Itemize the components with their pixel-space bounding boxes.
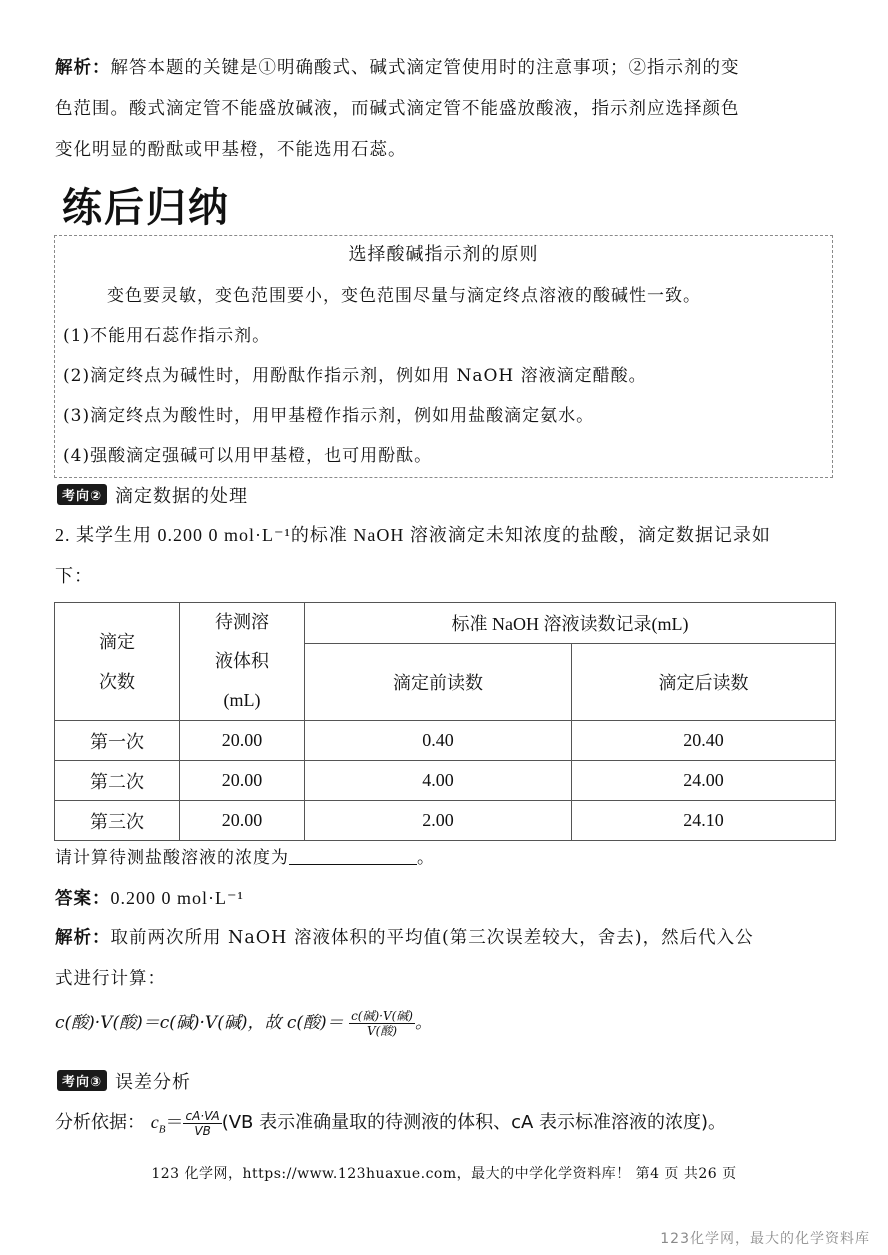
ask-line bbox=[55, 838, 845, 879]
answer-value: 0.200 0 mol·L⁻¹ bbox=[110, 888, 244, 908]
header-volume bbox=[180, 603, 305, 721]
basis-denominator: VB bbox=[194, 1123, 211, 1138]
header-before: 滴定前读数 bbox=[305, 644, 572, 721]
section-3-badge: 考向③ bbox=[57, 1070, 107, 1091]
header-count bbox=[55, 603, 180, 721]
formula bbox=[55, 1008, 432, 1038]
basis-label: 分析依据： bbox=[55, 1112, 145, 1133]
basis-symbol: c bbox=[150, 1112, 159, 1132]
cell-after: 20.40 bbox=[572, 721, 836, 761]
analysis-line-1: 解答本题的关键是①明确酸式、碱式滴定管使用时的注意事项；②指示剂的变 bbox=[110, 58, 740, 78]
section-3-title: 误差分析 bbox=[115, 1072, 192, 1093]
ask-end: 。 bbox=[417, 848, 435, 868]
basis-numerator: cA·VA bbox=[185, 1108, 220, 1123]
analysis-2-line-2: 式进行计算： bbox=[55, 969, 166, 989]
header-volume-line-2: 液体积 bbox=[215, 651, 269, 671]
header-volume-line-3: (mL) bbox=[223, 690, 261, 710]
table-row bbox=[55, 761, 836, 801]
basis-line bbox=[55, 1108, 726, 1138]
analysis-2 bbox=[55, 918, 845, 1000]
section-heading: 练后归纳 bbox=[62, 185, 230, 231]
basis-eq: ＝ bbox=[165, 1112, 184, 1133]
analysis-2-label: 解析： bbox=[55, 928, 111, 948]
table-row bbox=[55, 801, 836, 841]
page-footer: 123 化学网，https://www.123huaxue.com，最大的中学化学资料库！ 第4 页 共26 页 bbox=[151, 1166, 737, 1182]
analysis-2-line-1: 取前两次所用 NaOH 溶液体积的平均值(第三次误差较大，舍去)，然后代入公 bbox=[110, 928, 754, 948]
formula-denominator: V(酸) bbox=[367, 1024, 398, 1038]
answer-blank bbox=[289, 848, 417, 865]
header-after: 滴定后读数 bbox=[572, 644, 836, 721]
cell-after: 24.10 bbox=[572, 801, 836, 841]
summary-box bbox=[54, 235, 833, 478]
answer-label: 答案： bbox=[55, 889, 111, 909]
section-3-header bbox=[57, 1068, 191, 1094]
header-count-line-2: 次数 bbox=[99, 671, 135, 692]
basis-fraction bbox=[183, 1109, 221, 1138]
cell-before: 2.00 bbox=[305, 801, 572, 841]
cell-count: 第二次 bbox=[55, 761, 180, 801]
cell-before: 0.40 bbox=[305, 721, 572, 761]
analysis-line-3: 变化明显的酚酞或甲基橙，不能选用石蕊。 bbox=[55, 140, 407, 160]
summary-item-2: (2)滴定终点为碱性时，用酚酞作指示剂，例如用 NaOH 溶液滴定醋酸。 bbox=[63, 366, 647, 386]
summary-title: 选择酸碱指示剂的原则 bbox=[348, 244, 539, 265]
cell-volume: 20.00 bbox=[180, 721, 305, 761]
summary-item-3: (3)滴定终点为酸性时，用甲基橙作指示剂，例如用盐酸滴定氨水。 bbox=[63, 406, 595, 426]
section-2-title: 滴定数据的处理 bbox=[115, 486, 249, 507]
cell-after: 24.00 bbox=[572, 761, 836, 801]
titration-table bbox=[54, 602, 836, 841]
analysis-line-2: 色范围。酸式滴定管不能盛放碱液，而碱式滴定管不能盛放酸液，指示剂应选择颜色 bbox=[55, 99, 740, 119]
analysis-paragraph bbox=[55, 48, 845, 171]
cell-count: 第一次 bbox=[55, 721, 180, 761]
ask-text: 请计算待测盐酸溶液的浓度为 bbox=[55, 848, 289, 868]
watermark: 123化学网，最大的化学资料库 bbox=[660, 1231, 870, 1247]
question-line-2: 下： bbox=[55, 566, 93, 586]
section-2-header bbox=[57, 482, 248, 508]
header-volume-line-1: 待测溶 bbox=[215, 612, 269, 632]
analysis-label: 解析： bbox=[55, 58, 111, 78]
question-line-1: 2. 某学生用 0.200 0 mol·L⁻¹的标准 NaOH 溶液滴定未知浓度的盐酸，滴定数据记录如 bbox=[55, 525, 771, 545]
table-row bbox=[55, 721, 836, 761]
summary-intro: 变色要灵敏，变色范围要小，变色范围尽量与滴定终点溶液的酸碱性一致。 bbox=[107, 286, 701, 306]
basis-symbol-sub: B bbox=[158, 1123, 166, 1136]
header-count-line-1: 滴定 bbox=[99, 631, 135, 652]
basis-rest: (VB 表示准确量取的待测液的体积、cA 表示标准溶液的浓度)。 bbox=[221, 1112, 727, 1133]
cell-before: 4.00 bbox=[305, 761, 572, 801]
header-group: 标准 NaOH 溶液读数记录(mL) bbox=[305, 603, 836, 644]
section-2-badge: 考向② bbox=[57, 484, 107, 505]
formula-left: c(酸)·V(酸)＝c(碱)·V(碱)，故 c(酸)＝ bbox=[55, 1013, 344, 1033]
formula-end: 。 bbox=[415, 1013, 432, 1033]
question bbox=[55, 515, 845, 597]
formula-fraction bbox=[349, 1009, 415, 1038]
cell-count: 第三次 bbox=[55, 801, 180, 841]
answer-line bbox=[55, 878, 845, 920]
summary-item-1: (1)不能用石蕊作指示剂。 bbox=[63, 326, 271, 346]
summary-item-4: (4)强酸滴定强碱可以用甲基橙，也可用酚酞。 bbox=[63, 446, 433, 466]
cell-volume: 20.00 bbox=[180, 761, 305, 801]
cell-volume: 20.00 bbox=[180, 801, 305, 841]
formula-numerator: c(碱)·V(碱) bbox=[351, 1009, 413, 1023]
